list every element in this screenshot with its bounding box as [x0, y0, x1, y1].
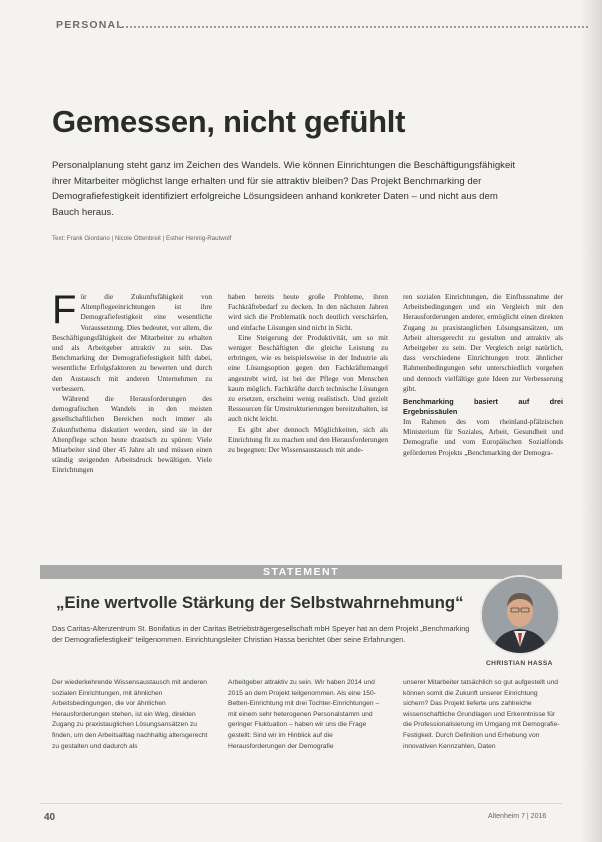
col1-paragraph-2: Während die Herausforderungen des demografischen Wandels in den meisten gesellschaftlichen Bereichen noch immer als Zukunftsthema diskutiert werden, sind sie in der Altenpflege schon heute drastisch zu spüren: Viele Mitarbeiter sind über 45 Jahre alt und müssen einen ständig steigenden Arbeitsdruck bewältigen. Viele Einrichtungen	[52, 394, 212, 475]
page-number: 40	[44, 812, 56, 823]
statement-column-2: Arbeitgeber attraktiv zu sein. Wir haben 2014 und 2015 an dem Projekt teilgenommen. Als eine 150-Betten-Einrichtung mit drei Tochter-Einrichtungen – mit einem sehr heterogenen Personalstamm und geringer Fluktuation – haben wir uns die Frage gestellt: Sind wir im Hinblick auf die Herausforderungen der Demografie	[228, 679, 380, 750]
col3-paragraph-2: Im Rahmen des vom rheinland-pfälzischen Ministerium für Soziales, Arbeit, Gesundheit und Demografie und vom Europäischen Sozialfonds geförderten Projekts „Benchmarking der Demogra-	[403, 417, 563, 457]
col3-subheading: Benchmarking basiert auf drei Ergebnissäulen	[403, 397, 563, 417]
statement-column-1: Der wiederkehrende Wissensaustausch mit anderen sozialen Einrichtungen, mit ähnlichen Arbeitsbedingungen, die vor ähnlichen Herausforderungen stehen, ist ein Weg, direkten Zugang zu praxistauglichen Lösungsansätzen zu finden, um den Arbeitsalltag nachhaltig altersgerecht zu gestalten und dadurch als	[52, 679, 208, 750]
statement-label: STATEMENT	[262, 566, 340, 578]
issue-label: Altenheim 7 | 2016	[488, 813, 547, 820]
article-lead: Personalplanung steht ganz im Zeichen des Wandels. Wie können Einrichtungen die Beschäftigungsfähigkeit ihrer Mitarbeiter möglichst lange erhalten und für sie attraktiv bleiben? Das Projekt Benchmarking der Demografiefestigkeit identifiziert erfolgreiche Lösungsideen anhand konkreter Daten – und nicht aus dem Bauch heraus.	[52, 160, 516, 218]
drop-cap: F	[52, 288, 77, 332]
section-rubric: PERSONAL	[56, 19, 124, 31]
body-column-1	[52, 288, 212, 476]
col1-paragraph-1: ür die Zukunftsfähigkeit von Altenpflegeeinrichtungen ist ihre Demografiefestigkeit eine wesentliche Voraussetzung. Dies bedeutet, vor allem, die Beschäftigungsfähigkeit der Mitarbeiter zu erhalten und als Arbeitgeber attraktiv zu sein. Das Benchmarking der Demografiefestigkeit hilft dabei, wesentliche Erfolgsfaktoren zu bewerten und durch den Austausch mit anderen Unternehmen zu verbessern.	[52, 292, 212, 393]
statement-person-name: CHRISTIAN HASSA	[486, 660, 553, 667]
rubric-dotted-rule	[118, 26, 588, 28]
portrait-photo	[480, 575, 560, 655]
person-icon	[482, 577, 558, 653]
statement-column-3: unserer Mitarbeiter tatsächlich so gut aufgestellt und können somit die Zukunft unserer Einrichtung sichern? Das Projekt lieferte uns zahlreiche wissenschaftliche Grundlagen und Erkenntnisse für die Professionalisierung im Umgang mit Demografie-Festigkeit. Durch Definition und Erhebung von innovativen Kennzahlen, Daten	[403, 679, 560, 750]
statement-quote: „Eine wertvolle Stärkung der Selbstwahrnehmung“	[56, 593, 464, 612]
article-title: Gemessen, nicht gefühlt	[52, 104, 406, 139]
body-column-3	[403, 292, 563, 458]
body-column-2	[228, 292, 388, 455]
footer-rule	[40, 803, 562, 804]
article-credits: Text: Frank Giordano | Nicole Ottenbreit | Esther Hennig-Rautwolf	[52, 235, 232, 242]
col3-paragraph-1: ren sozialen Einrichtungen, die Einflussnahme der Arbeitsbedingungen und ein Vergleich mit den Herausforderungen anderer, ermöglicht einen direkten Zugang zu praxistauglichen Lösungsansätzen, um Arbeit altersgerecht zu gestalten und attraktiv als Arbeitgeber zu sein. Der Vergleich zeigt natürlich, dass verschiedene Einrichtungen trotz ähnlicher Rahmenbedingungen sehr unterschiedlich vorgehen und dennoch vielfältige gute Ideen zur Verbesserung gibt.	[403, 292, 563, 393]
statement-intro: Das Caritas-Altenzentrum St. Bonifatius in der Caritas Betriebsträgergesellschaft mbH Speyer hat an dem Projekt „Benchmarking der Demografiefestigkeit“ teilgenommen. Einrichtungsleiter Christian Hassa berichtet über seine Erfahrungen.	[52, 624, 470, 644]
page-edge-shadow	[580, 0, 602, 842]
col2-paragraph-3: Es gibt aber dennoch Möglichkeiten, sich als Einrichtung fit zu machen und den Herausforderungen zu begegnen: Der Wissensaustausch mit ande-	[228, 424, 388, 455]
col2-paragraph-1: haben bereits heute große Probleme, ihren Fachkräftebedarf zu decken. In den nächsten Jahren wird sich die Problematik noch deutlich verschärfen, und einfache Lösungen sind nicht in Sicht.	[228, 292, 388, 332]
col2-paragraph-2: Eine Steigerung der Produktivität, um so mit weniger Beschäftigten die gleiche Leistung zu erbringen, wie es beispielsweise in der Industrie als eine Lösungsoption gegen den Fachkräftemangel angestrebt wird, ist bei der Pflege von Menschen kaum möglich. Fachkräfte durch technische Lösungen zu ersetzen, erscheint wenig realistisch. Und gezielt Ressourcen für Umstrukturierungen bereitzuhalten, ist auch nicht leicht.	[228, 332, 388, 424]
